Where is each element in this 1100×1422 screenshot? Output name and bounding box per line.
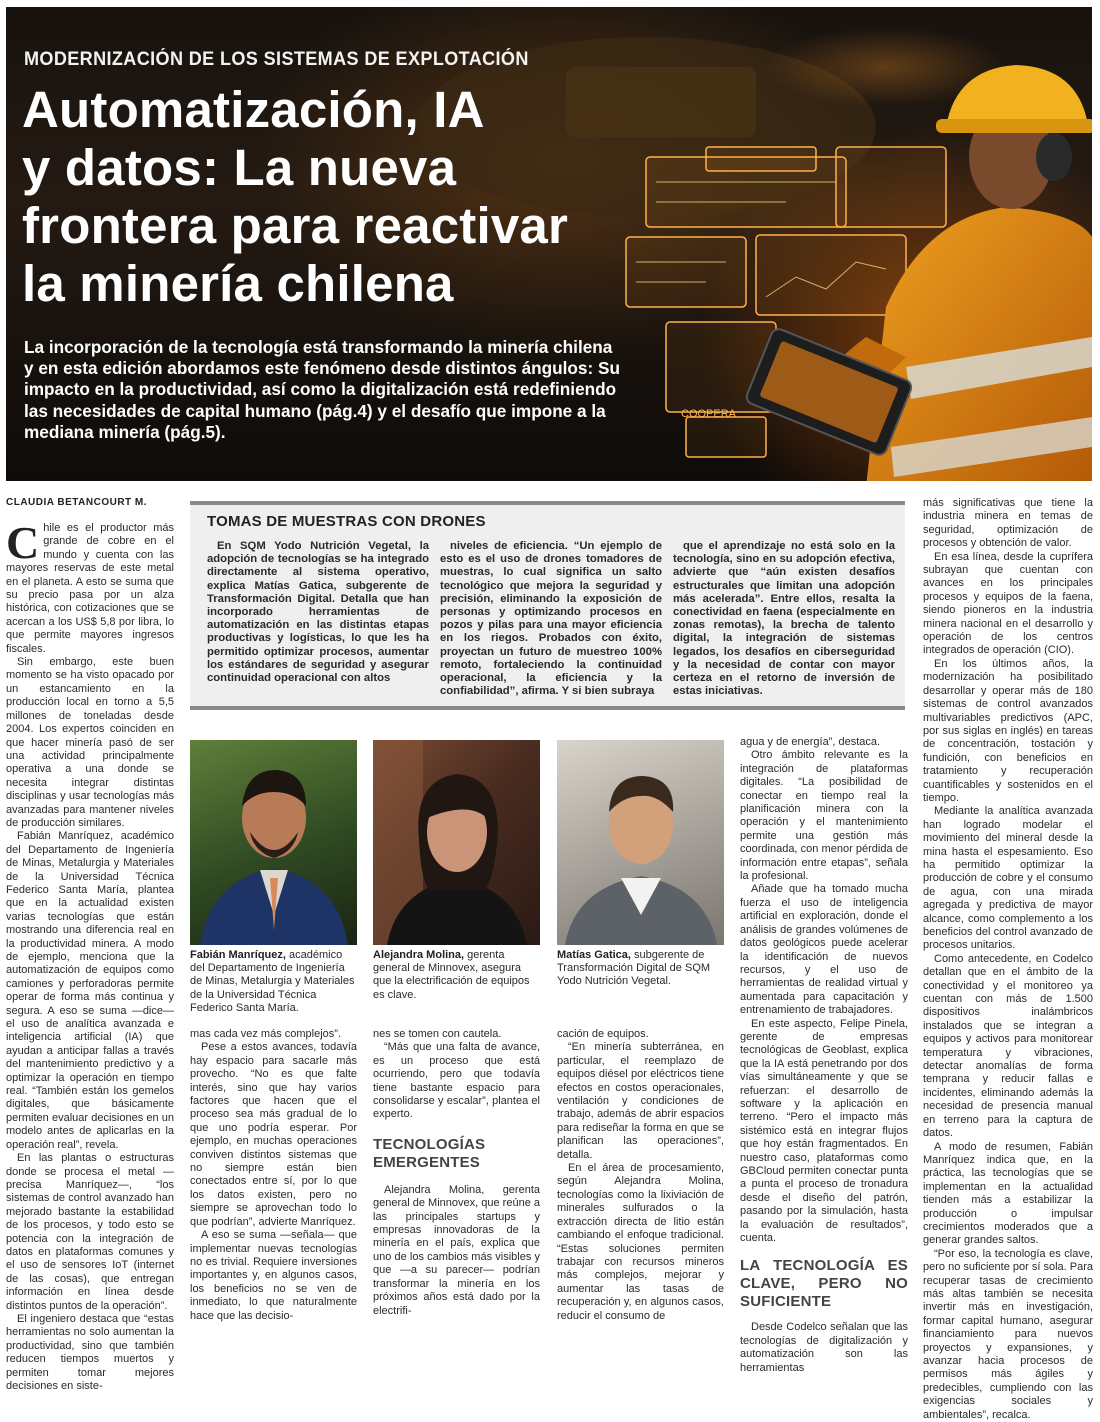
paragraph: En este aspecto, Felipe Pinela, gerente de empresas tecnológicas de Geoblast, explica que la IA está penetrando por dos vías simultáneamente y que se refuerzan: el desarrollo de software y la aplicación en terreno. “Pero el impacto más sistémico está en integrar flujos que hoy están fragmentados. En nuestro caso, plataformas como GBCloud permiten conectar punta a punta el proceso de tronadura desde el diseño del patrón, pasando por la simulación, hasta la evaluación de resultados”, cuenta. <box>740 1017 908 1245</box>
article-column-1 <box>6 517 174 1393</box>
headline <box>22 81 672 313</box>
sidebar-column <box>207 540 429 685</box>
paragraph: Mediante la analítica avanzada han logrado modelar el movimiento del mineral desde la mina hasta el espesamiento. Eso ha permitido optimizar la producción de cobre y el consumo de agua, con una mirada agregada y predictiva de mayor alcance, como complemento a los beneficios del control avanzado de procesos unitarios. <box>923 805 1093 952</box>
paragraph: Añade que ha tomado mucha fuerza el uso de inteligencia artificial en exploración, donde el análisis de grandes volúmenes de datos geológicos puede acelerar la identificación de nuevos recursos, y el uso de herramientas de realidad virtual y aumentada para capacitación y entrenamiento de trabajadores. <box>740 883 908 1017</box>
headline-line: la minería chilena <box>22 255 454 312</box>
caption-name: Matías Gatica, <box>557 949 631 961</box>
paragraph: cación de equipos. <box>557 1028 649 1040</box>
portrait-photo-molina <box>373 740 540 945</box>
paragraph: Alejandra Molina, gerenta general de Minnovex, que reúne a las principales startups y empresas innovadoras de la minería en el país, explica que uno de los cambios más visibles y que —a su parecer— podrían transformar la minería en los próximos años está dado por la electrifi- <box>373 1183 540 1317</box>
sidebar-column <box>440 540 662 698</box>
paragraph: nes se tomen con cautela. <box>373 1028 502 1040</box>
person-icon <box>190 740 357 945</box>
paragraph: En esa línea, desde la cuprífera subrayan que cuentan con avances en los principales procesos y equipos de la faena, siendo pioneros en la industria minera nacional en el desarrollo y operación de los centros integrados de operación (CIO). <box>923 550 1093 657</box>
person-icon <box>373 740 540 945</box>
tablet-overlay-text: COOPERA <box>681 408 737 420</box>
paragraph: Como antecedente, en Codelco detallan que en el ámbito de la conectividad y el monitoreo ya cuentan con más de 1.500 dispositivos inalámbricos instalados que se integran a equipos y activos para monitorear temperatura y vibraciones, detectar anomalías de forma temprana y reducir fallas e incidentes, eliminando además la necesidad de presencia manual en terreno para la captura de datos. <box>923 952 1093 1140</box>
caption-name: Alejandra Molina, <box>373 949 465 961</box>
article-column-6 <box>923 497 1093 1422</box>
paragraph-text: hile es el productor más grande de cobre en el mundo y cuenta con las mayores reservas de este metal en el planeta. A esto se suma que su precio pasa por un alza histórica, con cotizaciones que se acercan a los US$ 5,8 por libra, lo que permite mayores ingresos fiscales. <box>6 522 174 655</box>
portrait-photo-manriquez <box>190 740 357 945</box>
article-column-3 <box>373 1028 540 1318</box>
headline-line: Automatización, IA <box>22 81 485 138</box>
hero-banner <box>6 7 1092 481</box>
drop-cap: C <box>6 517 40 568</box>
paragraph: más significativas que tiene la industria minera en temas de seguridad, optimización de procesos y obtención de valor. <box>923 497 1093 550</box>
paragraph: Pese a estos avances, todavía hay espacio para sacarle más provecho. “No es que falte interés, sino que hay varios factores que hacen que el proceso sea más gradual de lo que uno podría esperar. Por ejemplo, en muchas operaciones conviven distintos sistemas que no siempre están bien conectados entre sí, por lo que los datos existen, pero no siempre se aprovechan todo lo que podrían”, advierte Manríquez. <box>190 1041 357 1228</box>
photo-caption <box>190 949 357 1015</box>
paragraph: El ingeniero destaca que “estas herramientas no solo aumentan la productividad, sino que también reducen tiempos muertos y permiten tomar mejores decisiones en siste- <box>6 1312 174 1392</box>
paragraph: A eso se suma —señala— que implementar nuevas tecnologías no es trivial. Requiere inversiones importantes y, en algunos casos, los beneficios no se ven de inmediato, lo que naturalmente hace que las decisio- <box>190 1229 357 1322</box>
sidebar-text: niveles de eficiencia. “Un ejemplo de esto es el uso de drones tomadores de muestras, lo cual significa un salto tecnológico que mejora la seguridad y precisión, eliminando la exposición de personas y optimizando procesos en pozos y pilas para una mayor eficiencia en los riegos. Probados con éxito, proyectan un futuro de muestreo 100% remoto, fortaleciendo la continuidad operacional, la eficiencia y la confiabilidad”, afirma. Y si bien subraya <box>440 540 662 698</box>
sidebar-column <box>673 540 895 698</box>
paragraph: Otro ámbito relevante es la integración de plataformas digitales. “La posibilidad de conectar en tiempo real la planificación minera con la operación y el mantenimiento permite una gestión más coordinada, con menor pérdida de información entre etapas”, señala la profesional. <box>740 749 908 883</box>
paragraph: Sin embargo, este buen momento se ha visto opacado por un estancamiento en la producción local en torno a 5,5 millones de toneladas desde 2004. Los expertos coinciden en que hacer minería pasó de ser una actividad principalmente operativa a una donde se necesita integrar distintas disciplinas y usar tecnologías más avanzadas para mantener niveles de producción similares. <box>6 656 174 829</box>
headline-line: y datos: La nueva <box>22 139 457 196</box>
article-column-5 <box>740 736 908 1375</box>
paragraph: En los últimos años, la modernización ha posibilitado desarrollar y operar más de 180 sistemas de control avanzados multivariables predictivos (APC, por sus siglas en inglés) en tareas de concentración, tostación y fundición, con beneficios en tratamiento y recuperación cuantificables y sostenidos en el tiempo. <box>923 657 1093 804</box>
caption-text: gerenta general de Minnovex, asegura que la electrificación de equipos es clave. <box>373 949 530 1001</box>
section-kicker: MODERNIZACIÓN DE LOS SISTEMAS DE EXPLOTACIÓN <box>24 49 529 70</box>
caption-text: subgerente de Transformación Digital de SQM Yodo Nutrición Vegetal. <box>557 949 711 988</box>
paragraph: “Más que una falta de avance, es un proceso que está ocurriendo, pero que todavía tiene bastante espacio para consolidarse y escalar”, plantea el experto. <box>373 1041 540 1121</box>
paragraph: Desde Codelco señalan que las tecnologías de digitalización y automatización son las herramientas <box>740 1321 908 1374</box>
byline: CLAUDIA BETANCOURT M. <box>6 497 148 508</box>
headline-line: frontera para reactivar <box>22 197 569 254</box>
article-column-4 <box>557 1028 724 1323</box>
paragraph: En el área de procesamiento, según Alejandra Molina, tecnologías como la lixiviación de minerales sulfurados o la extracción directa de litio están cambiando el enfoque tradicional. “Estas soluciones permiten trabajar con recursos mineros más complejos, mejorar y aumentar las tasas de recuperación y, en algunos casos, reducir el consumo de <box>557 1162 724 1322</box>
section-subhead: LA TECNOLOGÍA ES CLAVE, PERO NO SUFICIENTE <box>740 1257 908 1311</box>
paragraph: Fabián Manríquez, académico del Departamento de Ingeniería de Minas, Metalurgia y Materiales de la Universidad Técnica Federico Santa María, plantea que en la actualidad existen varias tecnologías que están mostrando una diferencia real en la productividad minera. A modo de ejemplo, menciona que la automatización de equipos como camiones y perforadoras permite operar de forma más continua y segura. A eso se suma —dice— el uso de analítica avanzada e inteligencia artificial (IA) que ayudan a anticipar fallas a través del mantenimiento predictivo y a optimizar la operación en tiempo real. “También están los gemelos digitales, que básicamente permiten evaluar decisiones en un modelo antes de aplicarlas en la operación real”, revela. <box>6 830 174 1151</box>
paragraph: A modo de resumen, Fabián Manríquez indica que, en la práctica, las tecnologías que se implementan en la actualidad tienden más a estabilizar la producción o impulsar crecimientos moderados que a generar grandes saltos. <box>923 1140 1093 1247</box>
sidebar-title: TOMAS DE MUESTRAS CON DRONES <box>207 513 486 530</box>
paragraph: mas cada vez más complejos”. <box>190 1028 341 1040</box>
paragraph: “En minería subterránea, en particular, el reemplazo de equipos diésel por eléctricos tiene efectos en costos operacionales, ventilación y condiciones de trabajo, además de abrir espacios para rediseñar la forma en que se planifican las operaciones”, detalla. <box>557 1041 724 1161</box>
paragraph: En las plantas o estructuras donde se procesa el metal —precisa Manríquez—, “los sistemas de control avanzado han mejorado bastante la estabilidad de los procesos, y todo esto se potencia con la integración de datos en plataformas comunes y el uso de sensores IoT (internet de las cosas), que entregan información en línea desde distintos puntos de la operación”. <box>6 1152 174 1312</box>
paragraph <box>6 517 174 656</box>
section-subhead: TECNOLOGÍAS EMERGENTES <box>373 1135 486 1171</box>
person-icon <box>557 740 724 945</box>
photo-caption <box>373 949 540 1002</box>
portrait-photo-gatica <box>557 740 724 945</box>
article-column-2 <box>190 1028 357 1323</box>
sidebar-box <box>190 501 905 710</box>
paragraph: agua y de energía”, destaca. <box>740 736 881 748</box>
lede: La incorporación de la tecnología está transformando la minería chilena y en esta edición abordamos este fenómeno desde distintos ángulos: Su impacto en la productividad, así como la digitalización está redefiniendo las necesidades de capital humano (pág.4) y el desafío que impone a la mediana minería (pág.5). <box>24 337 620 442</box>
sidebar-text: que el aprendizaje no está solo en la tecnología, sino en su adopción efectiva, advierte que “aún existen desafíos estructurales que limitan una adopción más acelerada”. Entre ellos, resalta la conectividad en faena (especialmente en zonas remotas), la brecha de talento digital, la integración de sistemas legados, los desafíos en ciberseguridad y la necesidad de contar con mayor certeza en el retorno de inversión de estas iniciativas. <box>673 540 895 698</box>
sidebar-text: En SQM Yodo Nutrición Vegetal, la adopción de tecnologías se ha integrado directamente al sistema operativo, explica Matías Gatica, subgerente de Transformación Digital. Detalla que han incorporado herramientas de automatización en las distintas etapas productivas y logísticas, lo que les ha permitido optimizar procesos, aumentar los estándares de seguridad y asegurar continuidad operacional con altos <box>207 540 429 685</box>
paragraph: “Por eso, la tecnología es clave, pero no suficiente por sí sola. Para recuperar tasas de crecimiento más altas también se necesita invertir más en investigación, formar capital humano, asegurar financiamiento para nuevos proyectos y expansiones, y avanzar hacia procesos de permisos más ágiles y predecibles, cumpliendo con las exigencias sociales y ambientales”, recalca. <box>923 1247 1093 1421</box>
photo-caption <box>557 949 724 989</box>
caption-name: Fabián Manríquez, <box>190 949 286 961</box>
caption-text: académico del Departamento de Ingeniería de Minas, Metalurgia y Materiales de la Universidad Técnica Federico Santa María. <box>190 949 355 1014</box>
